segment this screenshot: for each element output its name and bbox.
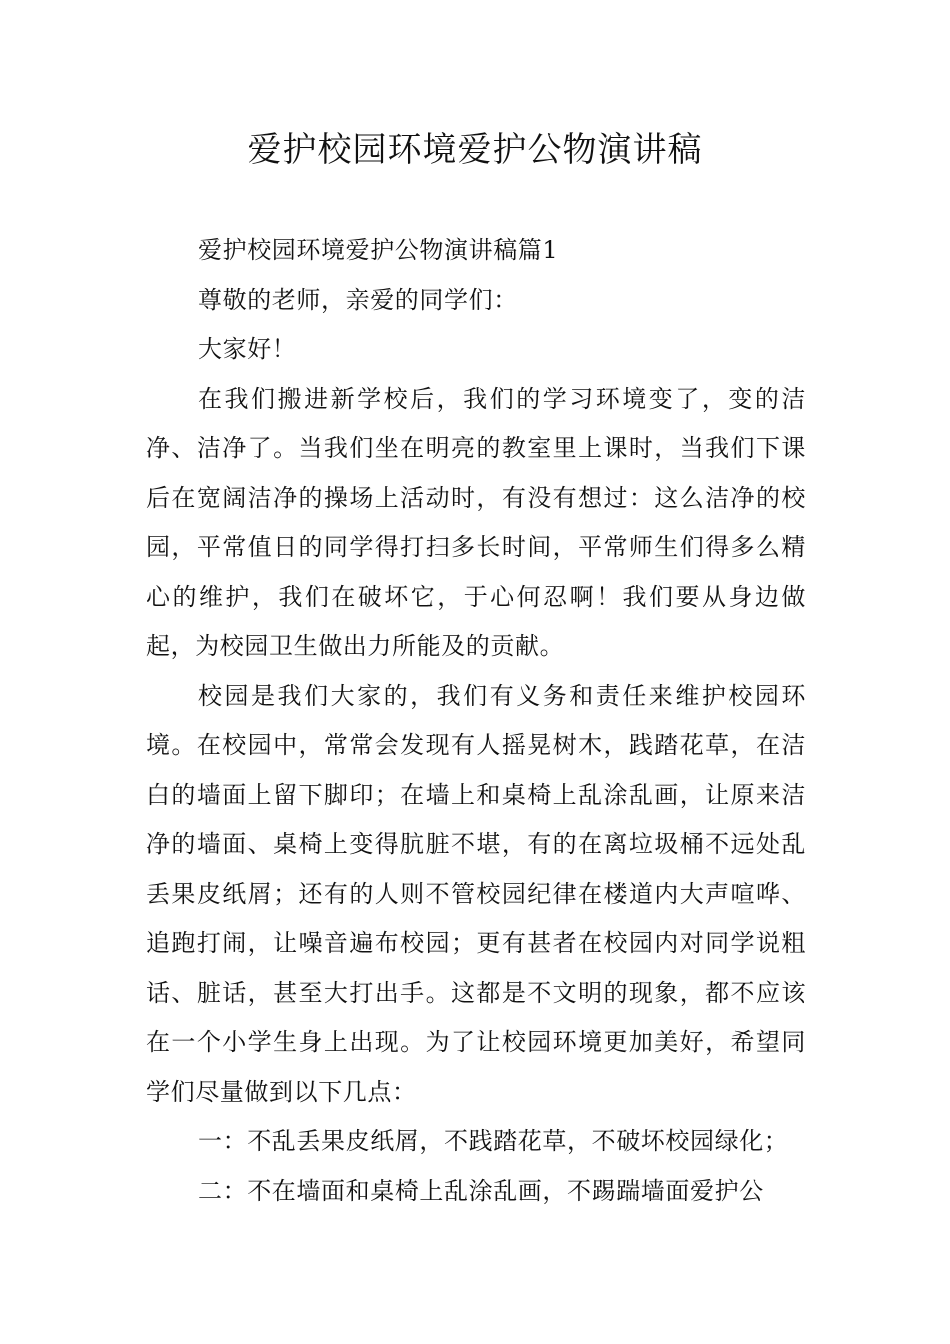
body-paragraph: 校园是我们大家的，我们有义务和责任来维护校园环境。在校园中，常常会发现有人摇晃树木，践踏花草，在洁白的墙面上留下脚印；在墙上和桌椅上乱涂乱画，让原来洁净的墙面、桌椅上变得肮脏不堪，有的在离垃圾桶不远处乱丢果皮纸屑；还有的人则不管校园纪律在楼道内大声喧哗、追跑打闹，让噪音遍布校园；更有甚者在校园内对同学说粗话、脏话，甚至大打出手。这都是不文明的现象，都不应该在一个小学生身上出现。为了让校园环境更加美好，希望同学们尽量做到以下几点： [146,681,806,1106]
list-item: 二：不在墙面和桌椅上乱涂乱画，不踢踹墙面爱护公 [198,1176,764,1205]
document-title: 爱护校园环境爱护公物演讲稿 [247,130,703,170]
document-body [146,226,806,1216]
body-paragraph: 在我们搬进新学校后，我们的学习环境变了，变的洁净、洁净了。当我们坐在明亮的教室里上课时，当我们下课后在宽阔洁净的操场上活动时，有没有想过：这么洁净的校园，平常值日的同学得打扫多长时间，平常师生们得多么精心的维护，我们在破坏它，于心何忍啊！我们要从身边做起，为校园卫生做出力所能及的贡献。 [146,384,806,660]
list-item: 一：不乱丢果皮纸屑，不践踏花草，不破坏校园绿化； [198,1127,789,1155]
greeting: 大家好！ [198,335,297,363]
section-heading: 爱护校园环境爱护公物演讲稿篇1 [198,236,559,264]
salutation: 尊敬的老师，亲爱的同学们： [198,285,518,314]
